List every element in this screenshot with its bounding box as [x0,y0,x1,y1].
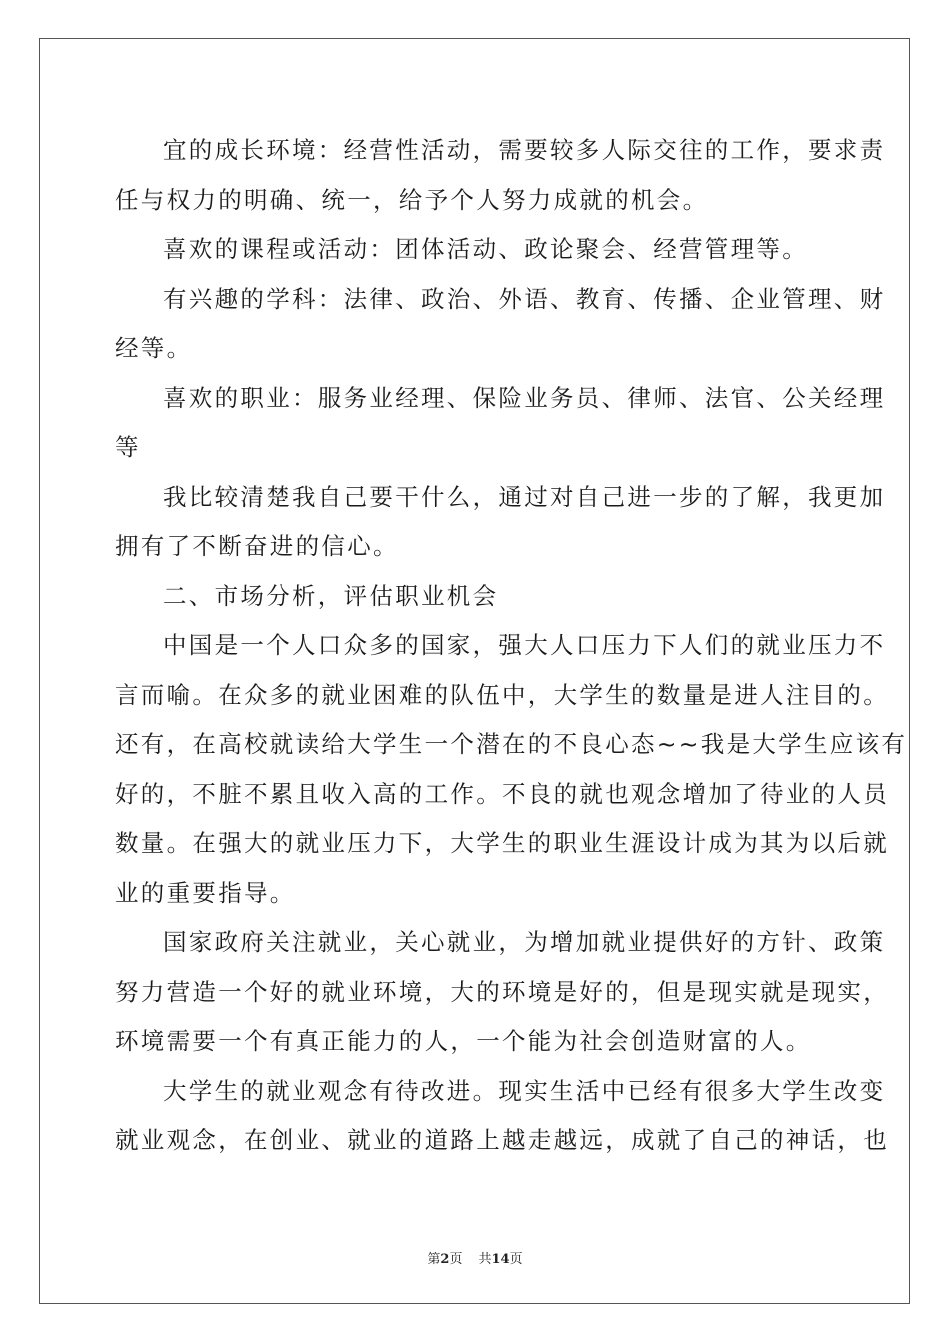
text-line: 中国是一个人口众多的国家，强大人口压力下人们的就业压力不 [163,631,886,659]
page-footer [0,1248,950,1267]
text-line: 二、市场分析，评估职业机会 [163,581,499,610]
text-line: 努力营造一个好的就业环境，大的环境是好的，但是现实就是现实， [115,977,889,1006]
text-line: 喜欢的课程或活动：团体活动、政论聚会、经营管理等。 [163,235,808,263]
text-line: 等 [115,433,141,461]
total-suffix: 页 [509,1252,523,1267]
document-body [115,126,908,1166]
text-line: 任与权力的明确、统一，给予个人努力成就的机会。 [115,185,709,214]
text-line: 还有，在高校就读给大学生一个潜在的不良心态~~我是大学生应该有 [115,730,908,758]
total-prefix: 共 [478,1252,492,1267]
total-pages: 14 [491,1252,510,1267]
text-line: 有兴趣的学科：法律、政治、外语、教育、传播、企业管理、财 [163,284,886,313]
text-line: 大学生的就业观念有待改进。现实生活中已经有很多大学生改变 [163,1076,886,1105]
text-line: 言而喻。在众多的就业困难的队伍中，大学生的数量是进人注目的。 [115,680,889,709]
text-line: 宜的成长环境：经营性活动，需要较多人际交往的工作，要求责 [163,136,886,164]
text-line: 喜欢的职业：服务业经理、保险业务员、律师、法官、公关经理 [163,383,886,412]
text-line: 业的重要指导。 [115,878,296,907]
page-prefix: 第 [427,1252,441,1267]
page-suffix: 页 [449,1252,463,1267]
text-line: 我比较清楚我自己要干什么，通过对自己进一步的了解，我更加 [163,482,886,511]
text-line: 国家政府关注就业，关心就业，为增加就业提供好的方针、政策 [163,928,886,956]
page-number: 2 [440,1252,450,1267]
text-line: 数量。在强大的就业压力下，大学生的职业生涯设计成为其为以后就 [115,829,889,857]
text-line: 就业观念，在创业、就业的道路上越走越远，成就了自己的神话，也 [115,1126,889,1154]
text-line: 好的，不脏不累且收入高的工作。不良的就也观念增加了待业的人员 [115,779,889,808]
text-line: 环境需要一个有真正能力的人，一个能为社会创造财富的人。 [115,1027,812,1055]
text-line: 经等。 [115,334,193,362]
text-line: 拥有了不断奋进的信心。 [115,532,399,560]
